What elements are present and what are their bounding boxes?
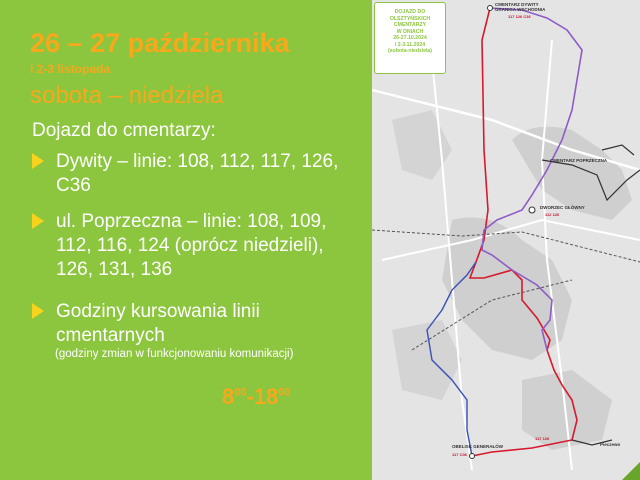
bullet-text: ul. Poprzeczna – linie: 108, 109, 112, 116, 124 (oprócz niedzieli), 126, 131, 136 xyxy=(56,211,327,280)
map-label-pieczewo: Pieczewo xyxy=(600,442,621,447)
subtitle-dates: i 2-3 listopada xyxy=(30,62,111,76)
bullet-dywity xyxy=(32,150,352,198)
route-label-bottom: 117 C36 xyxy=(452,452,467,457)
subtitle-days: sobota – niedziela xyxy=(30,82,224,109)
route-label-top: 117 126 C36 xyxy=(508,14,531,19)
bullet-poprzeczna xyxy=(32,210,352,282)
route-label-bottom2: 117 126 xyxy=(535,436,550,441)
map-label-dworzec: DWORZEC GŁÓWNY xyxy=(540,205,585,210)
slide-corner-decoration xyxy=(622,462,640,480)
bullet-arrow-icon xyxy=(32,303,44,319)
hours-range: $8^{00}-18^{00}$ xyxy=(222,384,291,409)
map-label-dywity: CMENTARZ DYWITY GRANICA WSCHODNIA xyxy=(495,2,546,12)
map-label-poprzeczna: CMENTARZ POPRZECZNA xyxy=(550,158,608,163)
hours-note: (godziny zmian w funkcjonowaniu komunikacji) xyxy=(55,348,294,360)
bullet-hours xyxy=(32,300,352,348)
slide-title: 26 – 27 października xyxy=(30,28,290,58)
bullet-arrow-icon xyxy=(32,213,44,229)
map-legend-box: DOJAZD DO OLSZTYŃSKICH CMENTARZY W DNIACH 26-27.10.2024 i 2-3.11.2024 (sobota-niedziela) xyxy=(374,2,446,74)
bullet-arrow-icon xyxy=(32,153,44,169)
bullet-text: Dywity – linie: 108, 112, 117, 126, C36 xyxy=(56,151,339,196)
map-label-generalow: OBELISK GENERAŁÓW xyxy=(452,444,504,449)
bullet-text: Godziny kursowania linii cmentarnych xyxy=(56,301,260,346)
intro-text: Dojazd do cmentarzy: xyxy=(32,120,216,141)
route-label-dworzec: 112 126 xyxy=(545,212,560,217)
